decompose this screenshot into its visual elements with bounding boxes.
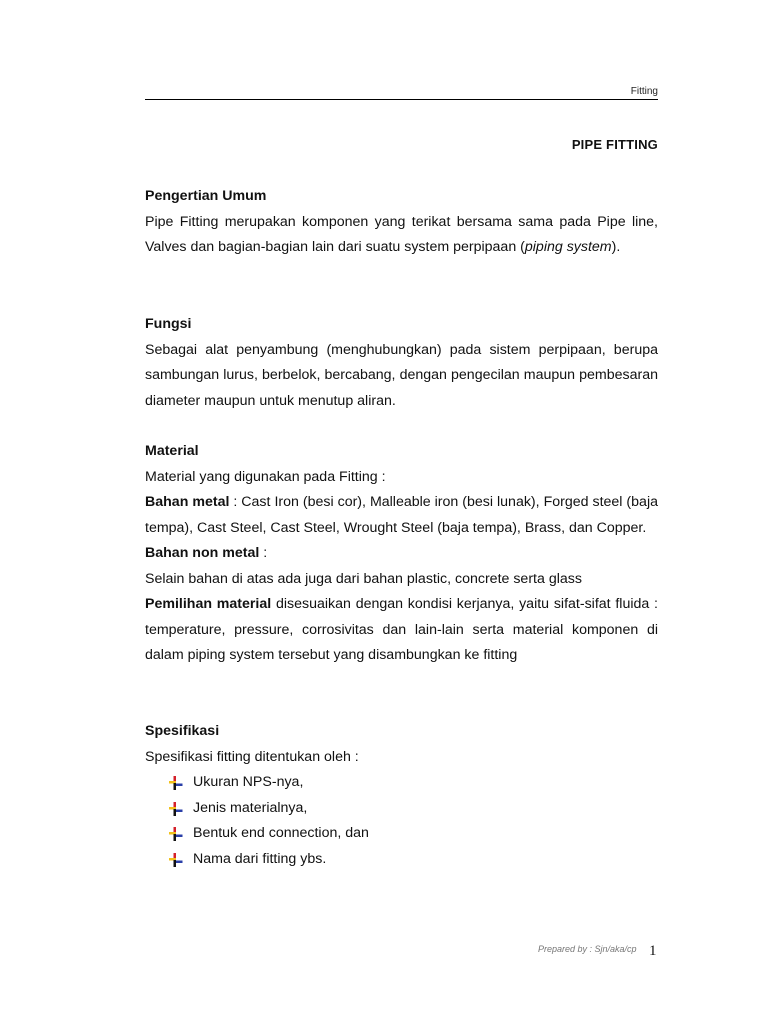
header-rule: [145, 99, 658, 100]
bullet-icon: [169, 776, 183, 790]
bullet-icon: [169, 827, 183, 841]
page-header-text: Fitting: [630, 86, 658, 97]
italic-term: piping system: [524, 239, 612, 255]
list-item-label: Jenis materialnya,: [193, 799, 308, 816]
section-heading-fungsi: Fungsi: [145, 316, 192, 332]
paragraph-pengertian: [145, 210, 658, 261]
list-item-label: Bentuk end connection, dan: [193, 825, 369, 841]
paragraph-non-metal-desc: Selain bahan di atas ada juga dari bahan plastic, concrete serta glass: [145, 570, 582, 587]
paragraph-fungsi: Sebagai alat penyambung (menghubungkan) pada sistem perpipaan, berupa sambungan lurus, berbelok, bercabang, dengan pengecilan maupun pembesaran diameter maupun untuk menutup aliran.: [145, 341, 658, 409]
section-pengertian: [145, 184, 658, 261]
paragraph-pemilihan-material: [145, 592, 658, 669]
paragraph-spesifikasi-intro: Spesifikasi fitting ditentukan oleh :: [145, 748, 359, 765]
list-item-label: Nama dari fitting ybs.: [193, 850, 327, 867]
section-heading-pengertian: Pengertian Umum: [145, 188, 267, 204]
list-item: [145, 770, 658, 796]
paragraph-text: ).: [611, 239, 621, 255]
bullet-icon: [169, 802, 183, 816]
section-spesifikasi: [145, 719, 658, 872]
list-item-label: Ukuran NPS-nya,: [193, 774, 304, 790]
section-heading-material: Material: [145, 443, 199, 459]
paragraph-text: Pipe Fitting merupakan komponen yang terikat bersama sama pada Pipe line, Valves dan bagian-bagian lain dari suatu system perpipaan (: [145, 213, 658, 255]
label-bahan-non-metal: Bahan non metal: [145, 545, 260, 561]
label-bahan-metal: Bahan metal: [145, 494, 230, 510]
list-item: [145, 821, 658, 847]
section-heading-spesifikasi: Spesifikasi: [145, 723, 220, 739]
section-material: [145, 439, 658, 669]
paragraph-text: disesuaikan dengan kondisi kerjanya, yaitu sifat-sifat fluida : temperature, pressure, corrosivitas dan lain-lain serta material komponen di dalam piping system tersebut yang disambungkan ke fitting: [145, 596, 658, 663]
spec-list: [145, 770, 658, 872]
paragraph-text: : Cast Iron (besi cor), Malleable iron (besi lunak), Forged steel (baja tempa), Cast Steel, Cast Steel, Wrought Steel (baja tempa), Brass, dan Copper.: [145, 494, 658, 536]
footer-prepared-by: Prepared by : Sjn/aka/cp: [538, 944, 637, 954]
list-item: [145, 847, 658, 873]
list-item: [145, 796, 658, 822]
page-number: 1: [649, 943, 657, 959]
label-pemilihan-material: Pemilihan material: [145, 596, 272, 612]
paragraph-text: :: [259, 545, 268, 561]
paragraph-material-intro: Material yang digunakan pada Fitting :: [145, 468, 386, 485]
paragraph-bahan-non-metal: [145, 541, 658, 567]
section-fungsi: [145, 312, 658, 414]
bullet-icon: [169, 853, 183, 867]
page-title: PIPE FITTING: [571, 137, 658, 152]
paragraph-bahan-metal: [145, 490, 658, 541]
